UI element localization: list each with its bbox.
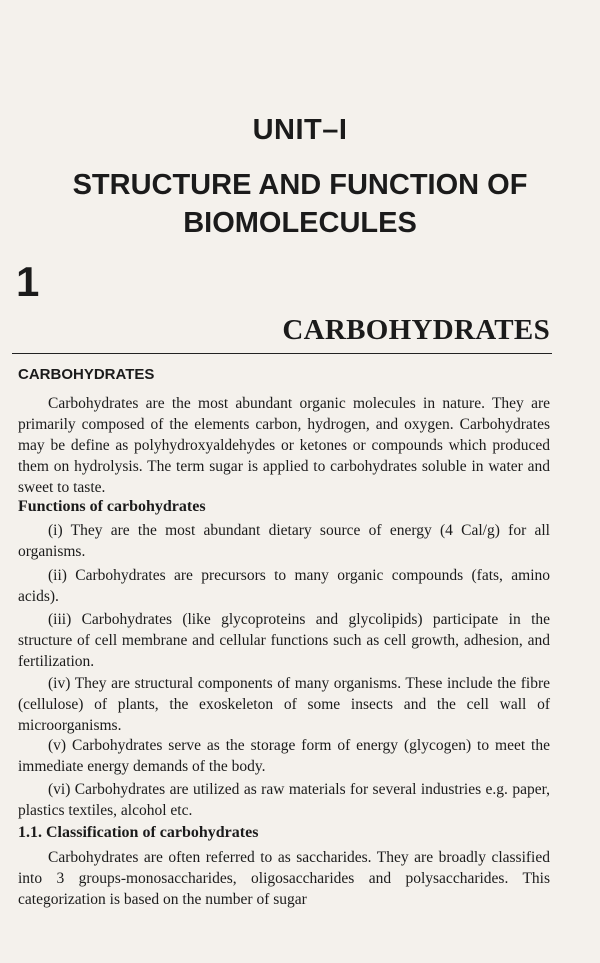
unit-title-line-1: STRUCTURE AND FUNCTION OF xyxy=(72,169,528,201)
function-item xyxy=(18,565,550,607)
function-item xyxy=(18,609,550,672)
unit-label: UNIT–I xyxy=(252,114,348,146)
function-item-text: (vi) Carbohydrates are utilized as raw materials for several industries e.g. paper, plastics textiles, alcohol etc. xyxy=(18,781,550,819)
classification-heading-block xyxy=(18,822,550,843)
intro-paragraph xyxy=(18,393,550,498)
function-item-text: (iii) Carbohydrates (like glycoproteins and glycolipids) participate in the structure of cell membrane and cellular functions such as cell growth, adhesion, and fertilization. xyxy=(18,611,550,670)
classification-text: Carbohydrates are often referred to as saccharides. They are broadly classified into 3 groups-monosaccharides, oligosaccharides and polysaccharides. This categorization is based on the number of sugar xyxy=(18,849,550,908)
intro-text: Carbohydrates are the most abundant organic molecules in nature. They are primarily composed of the elements carbon, hydrogen, and oxygen. Carbohydrates may be define as polyhydroxyaldehydes or ketones or compounds which produced them on hydrolysis. The term sugar is applied to carbohydrates soluble in water and sweet to taste. xyxy=(18,395,550,496)
functions-heading-block xyxy=(18,496,550,517)
chapter-number: 1 xyxy=(16,258,40,305)
function-item xyxy=(18,735,550,777)
section-heading: CARBOHYDRATES xyxy=(18,366,155,383)
classification-paragraph xyxy=(18,847,550,910)
function-item-text: (v) Carbohydrates serve as the storage form of energy (glycogen) to meet the immediate energy demands of the body. xyxy=(18,737,550,775)
unit-title-line-2: BIOMOLECULES xyxy=(183,207,417,239)
function-item xyxy=(18,779,550,821)
function-item xyxy=(18,673,550,736)
chapter-title: CARBOHYDRATES xyxy=(282,314,550,346)
functions-heading: Functions of carbohydrates xyxy=(18,498,206,515)
chapter-divider xyxy=(12,353,552,354)
function-item-text: (iv) They are structural components of many organisms. These include the fibre (cellulose) of plants, the exoskeleton of some insects and the cell wall of microorganisms. xyxy=(18,675,550,734)
function-item-text: (i) They are the most abundant dietary source of energy (4 Cal/g) for all organisms. xyxy=(18,522,550,560)
classification-heading: 1.1. Classification of carbohydrates xyxy=(18,824,259,841)
function-item xyxy=(18,520,550,562)
function-item-text: (ii) Carbohydrates are precursors to many organic compounds (fats, amino acids). xyxy=(18,567,550,605)
unit-title xyxy=(0,166,600,242)
